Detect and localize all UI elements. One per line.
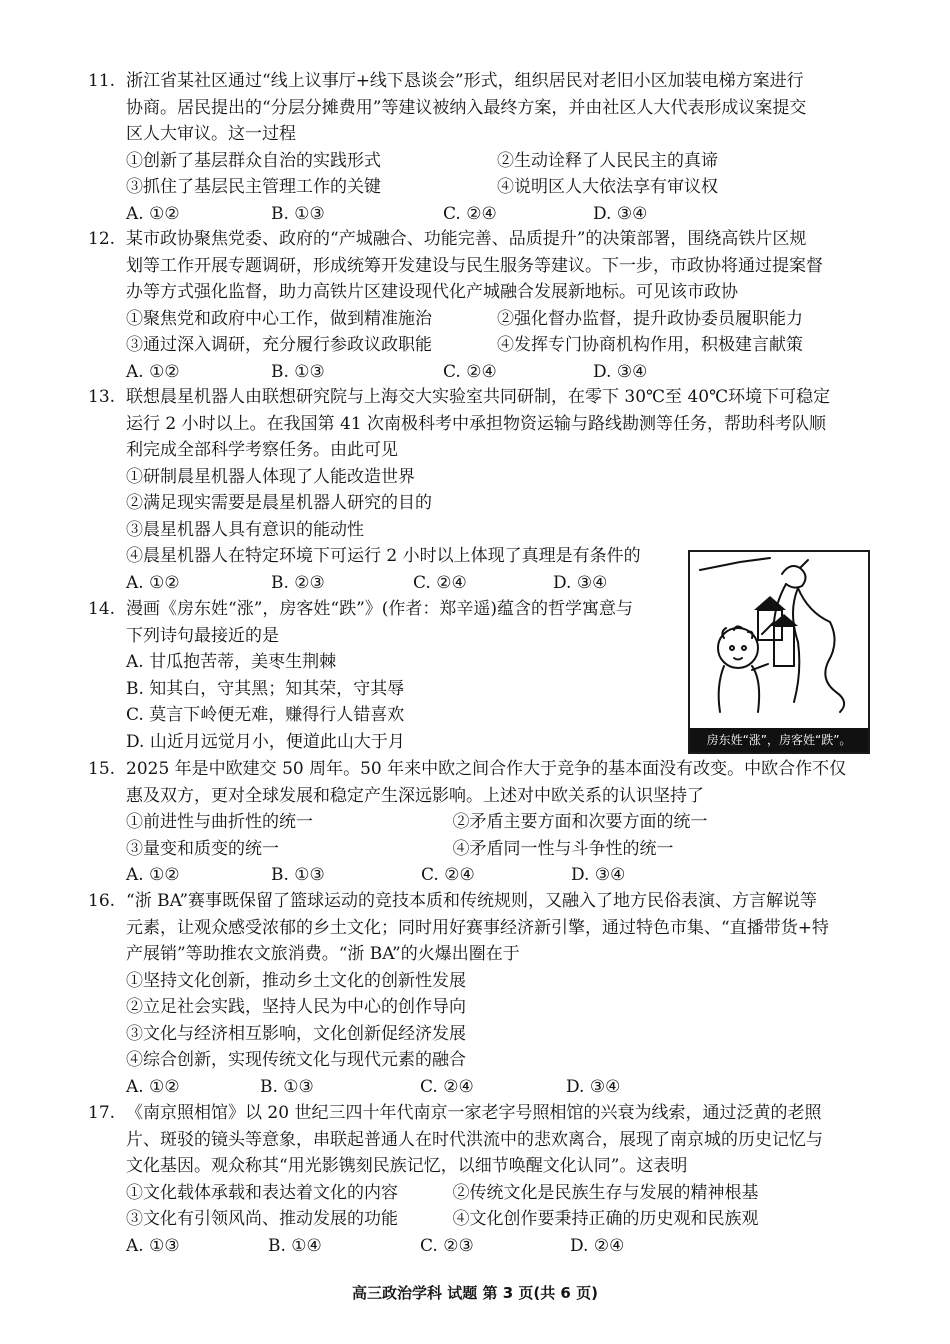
question-stem-line: 利完成全部科学考察任务。由此可见 — [126, 440, 398, 460]
question-stem-line: 区人大审议。这一过程 — [126, 124, 296, 144]
question-16 — [88, 888, 868, 1101]
statement-4: ④文化创作要秉持正确的历史观和民族观 — [452, 1209, 759, 1229]
answer-option-d: D. ③④ — [593, 361, 648, 382]
answer-option-b: B. ①③ — [271, 361, 325, 382]
question-stem-line: 漫画《房东姓“涨”，房客姓“跌”》(作者：郑辛遥)蕴含的哲学寓意与 — [126, 599, 634, 619]
question-15 — [88, 756, 868, 889]
answer-option-c: C. ②④ — [443, 203, 497, 224]
cartoon-drawing — [690, 552, 868, 728]
statement-1: ①聚焦党和政府中心工作，做到精准施治 — [126, 308, 432, 329]
answer-option-d: D. ③④ — [593, 203, 648, 224]
statement-3: ③文化与经济相互影响，文化创新促经济发展 — [126, 1023, 466, 1044]
cartoon-caption: 房东姓“涨”，房客姓“跌”。 — [690, 728, 868, 752]
statement-3: ③晨星机器人具有意识的能动性 — [126, 519, 364, 540]
question-number: 17. — [88, 1103, 116, 1123]
question-stem-line: 2025 年是中欧建交 50 周年。50 年来中欧之间合作大于竞争的基本面没有改变。中欧合作不仅 — [126, 759, 847, 779]
answer-option-d: D. ②④ — [570, 1235, 625, 1256]
statement-3: ③抓住了基层民主管理工作的关键 — [126, 177, 381, 197]
statement-1: ①研制晨星机器人体现了人能改造世界 — [126, 466, 415, 487]
statement-1: ①前进性与曲折性的统一 — [126, 812, 313, 832]
question-number: 16. — [88, 891, 116, 911]
page-footer: 高三政治学科 试题 第 3 页(共 6 页) — [352, 1284, 598, 1302]
statement-3: ③量变和质变的统一 — [126, 838, 279, 859]
statement-3: ③通过深入调研，充分履行参政议政职能 — [126, 335, 432, 355]
statement-3: ③文化有引领风尚、推动发展的功能 — [126, 1209, 398, 1229]
question-stem-line: 联想晨星机器人由联想研究院与上海交大实验室共同研制，在零下 30℃至 40℃环境下可稳定 — [126, 387, 831, 407]
statement-1: ①坚持文化创新，推动乡土文化的创新性发展 — [126, 970, 466, 991]
question-11 — [88, 68, 868, 228]
statement-1: ①文化载体承载和表达着文化的内容 — [126, 1182, 398, 1203]
answer-option-b: B. 知其白，守其黑；知其荣，守其辱 — [126, 678, 405, 699]
answer-option-a: A. ①② — [126, 865, 180, 885]
question-stem-line: 划等工作开展专题调研，形成统筹开发建设与民生服务等建议。下一步，市政协将通过提案督 — [126, 255, 823, 276]
question-stem-line: 运行 2 小时以上。在我国第 41 次南极科考中承担物资运输与路线勘测等任务，帮助科考队顺 — [126, 413, 827, 434]
question-stem-line: 惠及双方，更对全球发展和稳定产生深远影响。上述对中欧关系的认识坚持了 — [126, 785, 704, 806]
statement-2: ②生动诠释了人民民主的真谛 — [497, 150, 718, 171]
question-stem-line: 浙江省某社区通过“线上议事厅+线下恳谈会”形式，组织居民对老旧小区加装电梯方案进行 — [126, 71, 804, 91]
question-number: 12. — [88, 229, 116, 249]
question-17 — [88, 1100, 868, 1260]
question-stem-line: 文化基因。观众称其“用光影镌刻民族记忆，以细节唤醒文化认同”。这表明 — [126, 1156, 688, 1176]
statement-4: ④说明区人大依法享有审议权 — [497, 177, 718, 197]
question-stem-line: “浙 BA”赛事既保留了篮球运动的竞技本质和传统规则，又融入了地方民俗表演、方言解说等 — [126, 891, 818, 911]
question-number: 15. — [88, 759, 116, 779]
question-stem-line: 《南京照相馆》以 20 世纪三四十年代南京一家老字号照相馆的兴衰为线索，通过泛黄的老照 — [126, 1103, 822, 1123]
answer-option-c: C. 莫言下岭便无难，赚得行人错喜欢 — [126, 705, 405, 725]
answer-option-c: C. ②③ — [420, 1235, 474, 1256]
question-stem-line: 片、斑驳的镜头等意象，串联起普通人在时代洪流中的悲欢离合，展现了南京城的历史记忆与 — [126, 1129, 823, 1150]
answer-option-a: A. ①② — [126, 572, 180, 593]
question-stem-line: 某市政协聚焦党委、政府的“产城融合、功能完善、品质提升”的决策部署，围绕高铁片区规 — [126, 229, 807, 249]
statement-4: ④综合创新，实现传统文化与现代元素的融合 — [126, 1050, 466, 1070]
answer-option-d: D. ③④ — [553, 572, 608, 593]
statement-2: ②强化督办监督，提升政协委员履职能力 — [497, 308, 803, 329]
answer-option-c: C. ②④ — [420, 1076, 474, 1097]
answer-option-c: C. ②④ — [413, 572, 467, 593]
answer-option-d: D. ③④ — [571, 865, 626, 885]
answer-option-c: C. ②④ — [421, 865, 475, 885]
question-stem-line: 元素，让观众感受浓郁的乡土文化；同时用好赛事经济新引擎，通过特色市集、“直播带货+特 — [126, 917, 829, 938]
statement-4: ④矛盾同一性与斗争性的统一 — [452, 838, 674, 859]
question-number: 14. — [88, 599, 116, 619]
answer-option-d: D. 山近月远觉月小，便道此山大于月 — [126, 731, 405, 752]
question-stem-line: 办等方式强化监督，助力高铁片区建设现代化产城融合发展新地标。可见该市政协 — [126, 282, 738, 302]
answer-option-d: D. ③④ — [566, 1076, 621, 1097]
question-12 — [88, 226, 868, 386]
cartoon-image — [688, 550, 870, 754]
answer-option-a: A. ①③ — [126, 1235, 180, 1256]
answer-option-b: B. ①③ — [260, 1076, 314, 1097]
answer-option-b: B. ①③ — [271, 865, 325, 885]
statement-1: ①创新了基层群众自治的实践形式 — [126, 150, 381, 171]
answer-option-b: B. ①③ — [271, 203, 325, 224]
question-number: 13. — [88, 387, 116, 407]
answer-option-b: B. ①④ — [268, 1235, 322, 1256]
answer-option-a: A. ①② — [126, 361, 180, 382]
statement-4: ④晨星机器人在特定环境下可运行 2 小时以上体现了真理是有条件的 — [126, 546, 641, 566]
answer-option-a: A. 甘瓜抱苦蒂，美枣生荆棘 — [126, 652, 337, 672]
statement-2: ②满足现实需要是晨星机器人研究的目的 — [126, 493, 432, 513]
question-stem-line: 产展销”等助推农文旅消费。“浙 BA”的火爆出圈在于 — [126, 944, 520, 964]
statement-2: ②立足社会实践，坚持人民为中心的创作导向 — [126, 997, 466, 1017]
statement-2: ②传统文化是民族生存与发展的精神根基 — [452, 1182, 759, 1203]
question-stem-line: 下列诗句最接近的是 — [126, 625, 279, 646]
question-14 — [88, 596, 678, 755]
statement-4: ④发挥专门协商机构作用，积极建言献策 — [497, 335, 803, 355]
answer-option-c: C. ②④ — [443, 361, 497, 382]
question-stem-line: 协商。居民提出的“分层分摊费用”等建议被纳入最终方案，并由社区人大代表形成议案提交 — [126, 97, 807, 118]
question-number: 11. — [88, 71, 116, 91]
answer-option-a: A. ①② — [126, 203, 180, 224]
answer-option-b: B. ②③ — [271, 572, 325, 593]
answer-option-a: A. ①② — [126, 1076, 180, 1097]
statement-2: ②矛盾主要方面和次要方面的统一 — [452, 812, 708, 832]
